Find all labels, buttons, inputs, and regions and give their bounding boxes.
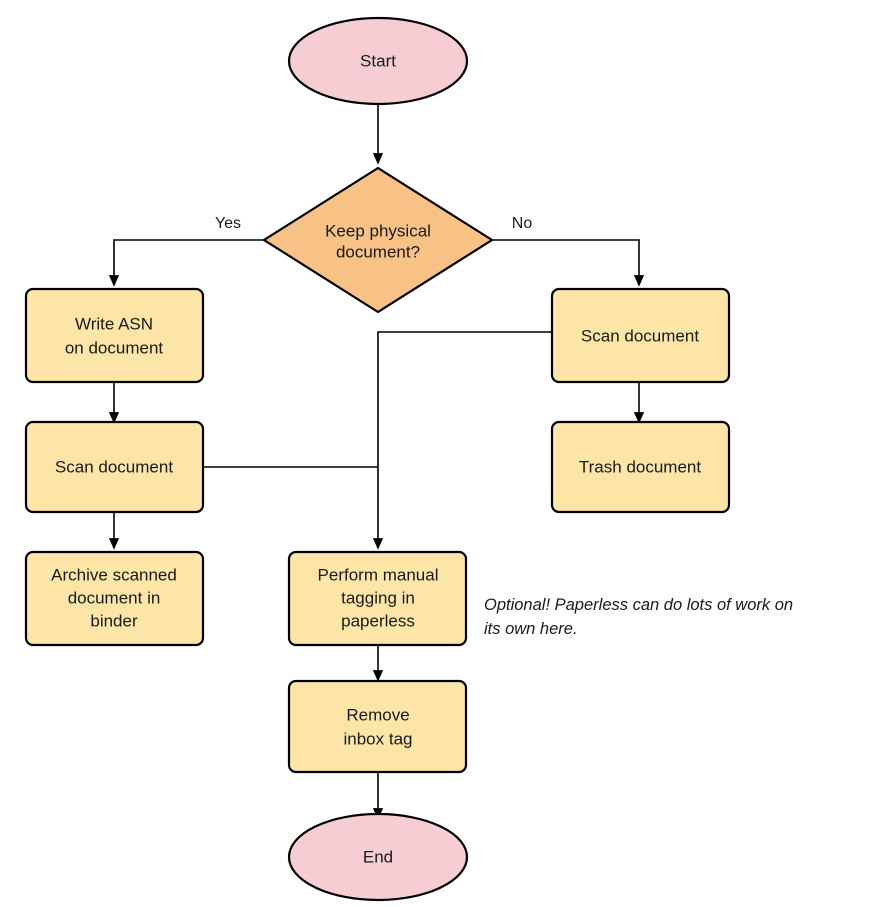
- node-scan-document-right[interactable]: [552, 289, 729, 382]
- node-remove-inbox-tag[interactable]: [289, 681, 466, 772]
- manual-tagging-label-line2: tagging in: [341, 588, 415, 608]
- optional-note: [484, 596, 793, 638]
- node-start[interactable]: [289, 18, 467, 104]
- manual-tagging-label-line1: Perform manual: [317, 565, 439, 585]
- remove-inbox-rect: [289, 681, 466, 772]
- manual-tagging-label-line3: paperless: [341, 611, 415, 631]
- edge-scanleft-junction: [204, 332, 554, 467]
- scan-right-label: Scan document: [580, 326, 700, 346]
- edge-decision-no: [492, 240, 639, 285]
- trash-label: Trash document: [578, 457, 702, 477]
- write-asn-label-line2: on document: [64, 338, 164, 358]
- edge-decision-yes: [114, 240, 264, 285]
- edge-label-no: No: [511, 215, 533, 232]
- optional-note-line1: Optional! Paperless can do lots of work on: [484, 596, 794, 614]
- write-asn-rect: [26, 289, 203, 382]
- node-decision[interactable]: [264, 168, 492, 312]
- decision-label-line1: Keep physical: [325, 221, 431, 241]
- remove-inbox-label-line1: Remove: [346, 705, 410, 725]
- end-label: End: [362, 847, 394, 867]
- archive-label-line2: document in: [67, 588, 161, 608]
- node-archive-binder[interactable]: [26, 552, 203, 645]
- edge-label-yes: Yes: [214, 215, 242, 232]
- write-asn-label-line1: Write ASN: [74, 314, 154, 334]
- node-write-asn[interactable]: [26, 289, 203, 382]
- scan-left-label: Scan document: [54, 457, 174, 477]
- node-scan-document-left[interactable]: [26, 422, 203, 512]
- archive-label-line3: binder: [90, 611, 138, 631]
- optional-note-line2: its own here.: [484, 620, 578, 638]
- node-trash-document[interactable]: [552, 422, 729, 512]
- decision-label-line2: document?: [335, 242, 421, 262]
- node-manual-tagging[interactable]: [289, 552, 466, 645]
- remove-inbox-label-line2: inbox tag: [343, 729, 413, 749]
- start-label: Start: [360, 51, 396, 71]
- archive-label-line1: Archive scanned: [51, 565, 177, 585]
- node-end[interactable]: [289, 814, 467, 900]
